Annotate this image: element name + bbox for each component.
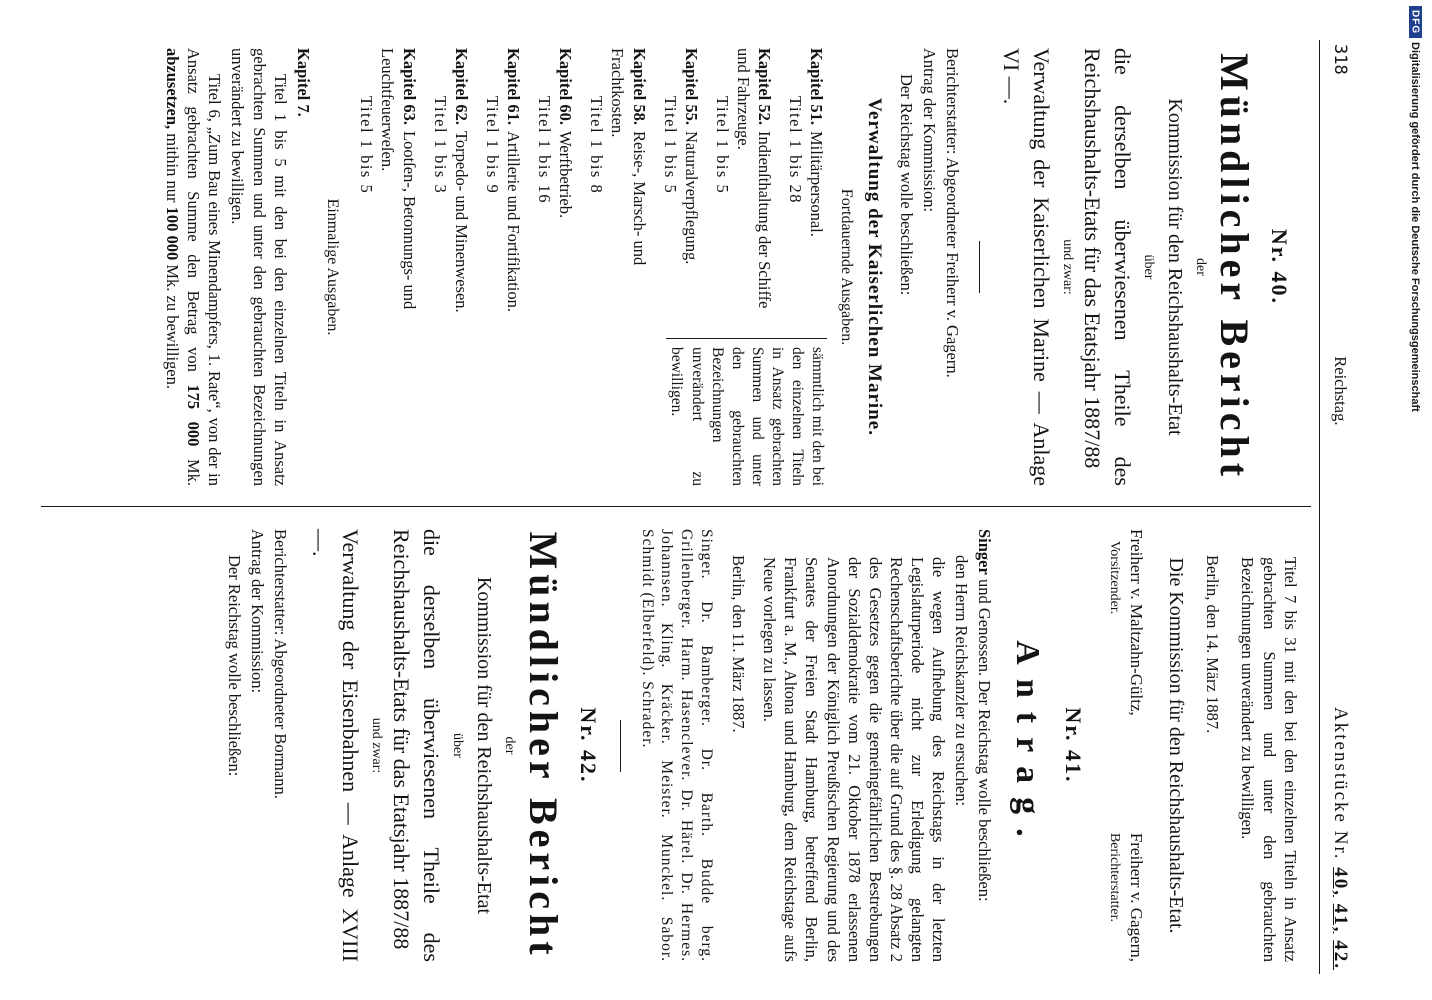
- chapter-name: Werftbetrieb.: [556, 131, 576, 219]
- dfg-logo: DFG: [1409, 6, 1422, 38]
- chapter-name: Indienſthaltung der Schiffe und Fahrzeuge.: [734, 48, 775, 309]
- kapitel-7-titel6: [162, 48, 225, 486]
- date-2: Berlin, den 11. März 1887.: [729, 555, 749, 733]
- doc41-intro: [974, 529, 995, 962]
- chapter-label: Kapitel 60.: [556, 48, 576, 125]
- chapter-name: Militärpersonal.: [807, 131, 827, 237]
- chapter-entries: [346, 48, 827, 332]
- titel6-text-a: Titel 6, „Zum Bau eines Minendampfers, 1. Rate“, von der in Ansatz gebrachten Summe den Betrag von: [184, 48, 225, 486]
- role-left: Vorsitzender.: [1106, 541, 1122, 615]
- chapter-name: Naturalverpflegung.: [681, 131, 701, 265]
- doc42-verwaltung: Verwaltung der Eisenbahnen — Anlage XVIII —.: [308, 529, 363, 962]
- doc42-antrag-kommission: Antrag der Kommission:: [248, 529, 268, 694]
- chapter-entry: [712, 48, 775, 332]
- doc41-singer: Singer: [975, 529, 995, 575]
- chapter-titel: Titel 1 bis 3: [430, 96, 450, 195]
- doc41-antrag-title: Antrag.: [1008, 640, 1046, 851]
- die-kommission: Die Kommission für den Reichshaushalts-Etat.: [1165, 557, 1188, 934]
- chapter-titel: Titel 1 bis 16: [535, 96, 555, 204]
- right-column: [41, 507, 1311, 974]
- header-nr-42: 42.: [1330, 940, 1351, 970]
- titel6-text-c: mithin nur: [163, 133, 183, 203]
- titel6-amount-2: 100 000: [163, 206, 183, 261]
- chapter-titel: Titel 1 bis 8: [587, 96, 607, 195]
- header-title: [1328, 707, 1352, 970]
- doc40-antrag-kommission: Antrag der Kommission:: [920, 48, 940, 213]
- doc41-signers: Singer. Dr. Bamberger. Dr. Barth. Budde berg. Grillenberger. Harm. Hasenclever. Dr. Härel. Dr. Hermes. Johannsen. Kling. Kräcker. Meister. Munckel. Sabor. Schmidt (Elberfeld). Schrader.: [638, 529, 716, 962]
- chapter-entry: [430, 48, 472, 332]
- chapter-label: Kapitel 61.: [504, 48, 524, 125]
- doc40-berichterstatter: Berichterstatter: Abgeordneter Freiherr v. Gagern.: [943, 48, 963, 378]
- signature-roles: [1105, 529, 1123, 962]
- doc42-der: der: [501, 736, 517, 755]
- chapter-entry: [534, 48, 576, 332]
- titel6-text-b: Mk.: [184, 458, 204, 487]
- kapitel-7-heading: Kapitel 7.: [293, 48, 313, 117]
- signature-right: Freiherr v. Gagern,: [1126, 832, 1146, 962]
- chapter-label: Kapitel 51.: [807, 48, 827, 125]
- header-nr-40: 40,: [1330, 867, 1351, 897]
- doc41-genossen: und Genossen. Der Reichstag wolle beschließen:: [975, 578, 995, 902]
- chapter-titel: Titel 1 bis 9: [482, 96, 502, 195]
- chapter-titel: Titel 1 bis 28: [786, 96, 806, 204]
- doc40-und-zwar: und zwar:: [1059, 239, 1075, 295]
- chapter-label: Kapitel 52.: [755, 48, 775, 125]
- separator-rule: [979, 241, 980, 293]
- doc40-fortdauernde: Fortdauernde Ausgaben.: [837, 188, 855, 346]
- doc40-reichstag-wolle: Der Reichstag wolle beschließen:: [897, 74, 917, 296]
- doc40-number: Nr. 40.: [1266, 228, 1292, 306]
- chapter-brace-note: sämmtlich mit den bei den einzelnen Titeln in Ansatz gebrachten Summen und unter den gebrauchten Bezeichnungen unverändert zu bewilligen.: [666, 338, 827, 486]
- header-aktenstuecke: Aktenstücke Nr.: [1330, 707, 1351, 861]
- titel6-text-d: Mk. zu bewilligen.: [163, 264, 183, 389]
- doc42-berichterstatter: Berichterstatter: Abgeordneter Bormann.: [271, 529, 291, 799]
- chapter-titel: Titel 1 bis 5: [357, 96, 377, 195]
- chapter-label: Kapitel 58.: [629, 48, 649, 125]
- signature-row: [1125, 529, 1147, 962]
- kapitel-7-text: Titel 1 bis 5 mit den bei den einzelnen Titeln in Ansatz gebrachten Summen und unter den gebrauchten Bezeichnungen unverändert zu bewilligen.: [228, 48, 290, 486]
- doc40-verwaltung: Verwaltung der Kaiserlichen Marine — Anlage VI —.: [999, 48, 1054, 486]
- doc41-ersuchen: den Herrn Reichskanzler zu ersuchen:: [952, 555, 972, 807]
- separator-rule: [620, 720, 621, 772]
- signature-left: Freiherr v. Maltzahn-Gültz,: [1126, 529, 1146, 716]
- header-nr-41: 41,: [1330, 903, 1351, 934]
- titel6-absetzen: abzusetzen,: [163, 48, 183, 130]
- chapter-entry: [482, 48, 524, 332]
- chapter-titel: Titel 1 bis 5: [660, 96, 680, 195]
- chapter-label: Kapitel 62.: [451, 48, 471, 125]
- kapitel-7-label: [293, 48, 314, 486]
- chapter-name: Reise-, Marsch- und Frachtkosten.: [608, 48, 649, 266]
- chapter-name: Lootſen-, Betonnungs- und Leuchtfeuerweſen.: [378, 48, 419, 310]
- chapter-name: Artillerie und Fortifikation.: [504, 131, 524, 313]
- chapter-entry: [785, 48, 827, 332]
- chapter-name: Torpedo- und Minenwesen.: [451, 131, 471, 313]
- chapter-label: Kapitel 55.: [681, 48, 701, 125]
- page-number: 318: [1330, 44, 1350, 75]
- chapter-entry: [586, 48, 649, 332]
- page-header: [1319, 40, 1352, 974]
- doc42-title: Mündlicher Bericht: [520, 531, 566, 960]
- doc42-uber: über: [450, 733, 466, 758]
- doc42-description: die derselben überwiesenen Theile des Reichshaushalts-Etats für das Etatsjahr 1887/88: [389, 529, 445, 962]
- dfg-margin-note: [1404, 6, 1426, 726]
- doc42-und-zwar: und zwar:: [368, 717, 384, 774]
- chapter-titel: Titel 1 bis 5: [712, 96, 732, 195]
- doc40-description: die derselben überwiesenen Theile des Reichshaushalts-Etats für das Etatsjahr 1887/88: [1080, 48, 1136, 486]
- doc42-reichstag-wolle: Der Reichstag wolle beschließen:: [225, 555, 245, 777]
- doc41-number: Nr. 41.: [1061, 707, 1086, 784]
- doc42-commission: Kommission für den Reichshaushalts-Etat: [472, 576, 495, 915]
- doc42-number: Nr. 42.: [575, 707, 601, 784]
- chapter-entry: [356, 48, 419, 332]
- doc41-body: die wegen Aufhebung des Reichstags in der letzten Legislaturperiode nicht zur Erledigung gelangten Rechenschaftsberichte über die auf Grund des §. 28 Absatz 2 des Gesetzes gegen die gemeingefährlichen Bestrebungen der Sozialdemokratie vom 21. Oktober 1878 erlassenen Anordnungen der Königlich Preußischen Regierung und des Senates der Freien Stadt Hamburg, betreffend Berlin, Frankfurt a. M., Altona und Hamburg, dem Reichstage aufs Neue vorlegen zu lassen.: [760, 557, 949, 962]
- doc40-section-title: Verwaltung der Kaiserlichen Marine.: [864, 98, 886, 436]
- doc40-commission: Kommission für den Reichshaushalts-Etat: [1163, 98, 1186, 436]
- chapter-label: Kapitel 63.: [399, 48, 419, 125]
- doc40-continued-para: Titel 7 bis 31 mit den bei den einzelnen Titeln in Ansatz gebrachten Summen und unter den gebrauchten Bezeichnungen unverändert zu bewilligen.: [1238, 557, 1300, 962]
- doc40-einmalige: Einmalige Ausgaben.: [324, 198, 342, 336]
- chapter-entry: [660, 48, 702, 332]
- titel6-amount-1: 175 000: [184, 384, 204, 447]
- date-1: Berlin, den 14. März 1887.: [1203, 555, 1223, 734]
- header-reichstag: Reichstag.: [1331, 356, 1350, 426]
- role-right: Berichterstatter.: [1106, 832, 1122, 922]
- doc40-uber: über: [1141, 254, 1157, 280]
- dfg-text: Digitalisierung gefördert durch die Deutsche Forschungsgemeinschaft: [1409, 42, 1421, 412]
- chapter-list: [346, 48, 827, 486]
- doc40-der: der: [1192, 258, 1208, 276]
- left-column: [41, 40, 1311, 507]
- doc40-title: Mündlicher Bericht: [1211, 52, 1257, 482]
